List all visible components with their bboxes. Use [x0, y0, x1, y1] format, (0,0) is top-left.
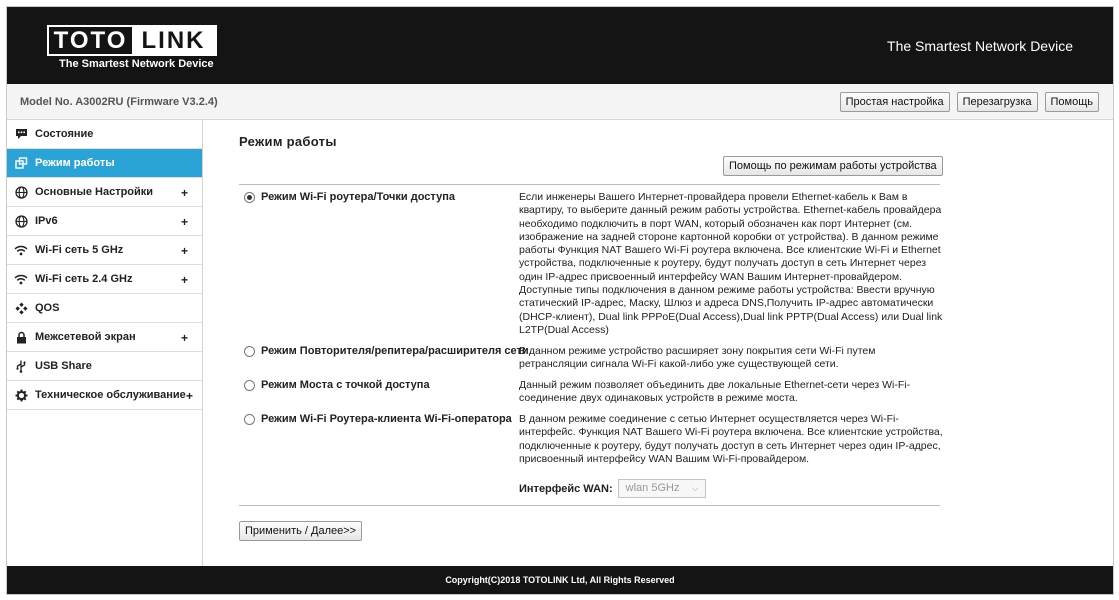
- mode-label: Режим Wi-Fi Роутера-клиента Wi-Fi-оператора: [261, 413, 512, 425]
- mode-option-router[interactable]: [244, 191, 455, 203]
- apply-next-button[interactable]: Применить / Далее>>: [239, 521, 362, 541]
- divider: [239, 184, 940, 185]
- sidebar-item-label: QOS: [35, 302, 60, 314]
- expand-plus-icon: +: [180, 273, 188, 287]
- sidebar-item-usb-share[interactable]: [7, 352, 202, 381]
- wifi-icon: [14, 272, 28, 286]
- top-buttons: [840, 92, 1099, 112]
- mode-label: Режим Wi-Fi роутера/Точки доступа: [261, 191, 455, 203]
- wifi-icon: [14, 243, 28, 257]
- expand-plus-icon: +: [180, 215, 188, 229]
- expand-plus-icon: +: [180, 244, 188, 258]
- sidebar-item-label: Основные Настройки: [35, 186, 154, 198]
- sidebar: [7, 120, 203, 566]
- mode-label: Режим Повторителя/репитера/расширителя сети: [261, 345, 529, 357]
- sidebar-item-operation-mode[interactable]: [7, 149, 202, 178]
- header-tagline: The Smartest Network Device: [887, 38, 1073, 54]
- sidebar-item-basic-settings[interactable]: [7, 178, 202, 207]
- mode-description: Если инженеры Вашего Интернет-провайдера провели Ethernet-кабель к Вам в квартиру, то выберите данный режим работы устройства. Ethernet-кабель провайдера необходимо подключить в порт WAN, который обозначен как порт Интернет (см. изображение на задней стороне картонной коробки от устройства). В данном режиме работы Функция NAT Вашего Wi-Fi роутера включена. Все клиентские Wi-Fi и Ethernet устройства, подключенные к роутеру, будут получать доступ в сеть Интернет через один IP-адрес присвоенный интерфейсу WAN Вашим Интернет-провайдером. Доступные типы подключения в данном режиме работы устройства: Ввести вручную статический IP-адрес, Маску, Шлюз и адреса DNS,Получить IP-адрес автоматически (DHCP-клиент), Dual link PPPoE(Dual Access),Dual link PPTP(Dual Access) или Dual link L2TP(Dual Access): [519, 191, 943, 336]
- main-content: [204, 120, 1113, 566]
- logo-toto: TOTO: [53, 27, 128, 54]
- expand-plus-icon: +: [185, 389, 193, 403]
- sidebar-item-wifi-2-4ghz[interactable]: [7, 265, 202, 294]
- expand-plus-icon: +: [180, 331, 188, 345]
- lock-icon: [14, 330, 28, 344]
- sidebar-item-label: USB Share: [35, 360, 92, 372]
- wan-interface-row: [519, 479, 706, 498]
- model-bar: [7, 84, 1113, 120]
- chevron-down-icon: ⌵: [691, 483, 699, 493]
- divider: [239, 505, 940, 506]
- footer-copyright: Copyright(C)2018 TOTOLINK Ltd, All Rights Reserved: [7, 566, 1113, 594]
- expand-plus-icon: +: [180, 186, 188, 200]
- globe-icon: [14, 214, 28, 228]
- sidebar-item-label: Межсетевой экран: [35, 331, 136, 343]
- page-title: Режим работы: [239, 134, 337, 149]
- logo-link: LINK: [132, 27, 215, 54]
- mode-icon: [14, 156, 28, 170]
- radio-bridge[interactable]: [244, 380, 255, 391]
- status-icon: [14, 127, 28, 141]
- totolink-logo: [47, 25, 217, 56]
- usb-icon: [14, 359, 28, 373]
- logo-tagline: The Smartest Network Device: [59, 58, 214, 70]
- mode-help-button[interactable]: Помощь по режимам работы устройства: [723, 156, 943, 176]
- sidebar-item-label: Wi-Fi сеть 5 GHz: [35, 244, 124, 256]
- mode-label: Режим Моста с точкой доступа: [261, 379, 430, 391]
- radio-wisp[interactable]: [244, 414, 255, 425]
- globe-icon: [14, 185, 28, 199]
- sidebar-item-label: Состояние: [35, 128, 94, 140]
- mode-option-wisp[interactable]: [244, 413, 512, 425]
- sidebar-item-firewall[interactable]: [7, 323, 202, 352]
- gear-icon: [14, 388, 28, 402]
- sidebar-item-label: Техническое обслуживание: [35, 389, 186, 401]
- radio-router[interactable]: [244, 192, 255, 203]
- mode-description: В данном режиме соединение с сетью Интернет осуществляется через Wi-Fi-интерфейс. Функция NAT Вашего Wi-Fi роутера включена. Все клиентские устройства, подключенные к роутеру, будут получать доступ в сеть Интернет через один IP-адрес, присвоенный интерфейсу WAN Вашим Wi-Fi-провайдером.: [519, 413, 943, 465]
- help-button[interactable]: Помощь: [1045, 92, 1100, 112]
- mode-description: В данном режиме устройство расширяет зону покрытия сети Wi-Fi путем ретрансляции сигнала Wi-Fi какой-либо уже существующей сети.: [519, 345, 876, 371]
- sidebar-item-status[interactable]: [7, 120, 202, 149]
- model-number: Model No. A3002RU (Firmware V3.2.4): [20, 96, 218, 108]
- mode-option-bridge[interactable]: [244, 379, 430, 391]
- sidebar-item-label: Wi-Fi сеть 2.4 GHz: [35, 273, 133, 285]
- sidebar-item-wifi-5ghz[interactable]: [7, 236, 202, 265]
- wan-interface-value: wlan 5GHz: [625, 482, 680, 494]
- mode-description: Данный режим позволяет объединить две локальные Ethernet-сети через Wi-Fi-соединение двух одинаковых устройств в режиме моста.: [519, 379, 911, 405]
- sidebar-item-label: IPv6: [35, 215, 58, 227]
- sidebar-item-ipv6[interactable]: [7, 207, 202, 236]
- easy-setup-button[interactable]: Простая настройка: [840, 92, 950, 112]
- router-admin-frame: [6, 6, 1114, 595]
- wan-interface-select[interactable]: [618, 479, 706, 498]
- header: [7, 7, 1113, 84]
- sidebar-item-maintenance[interactable]: [7, 381, 202, 410]
- qos-icon: [14, 301, 28, 315]
- reboot-button[interactable]: Перезагрузка: [957, 92, 1038, 112]
- mode-option-repeater[interactable]: [244, 345, 529, 357]
- sidebar-item-qos[interactable]: [7, 294, 202, 323]
- radio-repeater[interactable]: [244, 346, 255, 357]
- wan-interface-label: Интерфейс WAN:: [519, 482, 613, 495]
- sidebar-item-label: Режим работы: [35, 157, 115, 169]
